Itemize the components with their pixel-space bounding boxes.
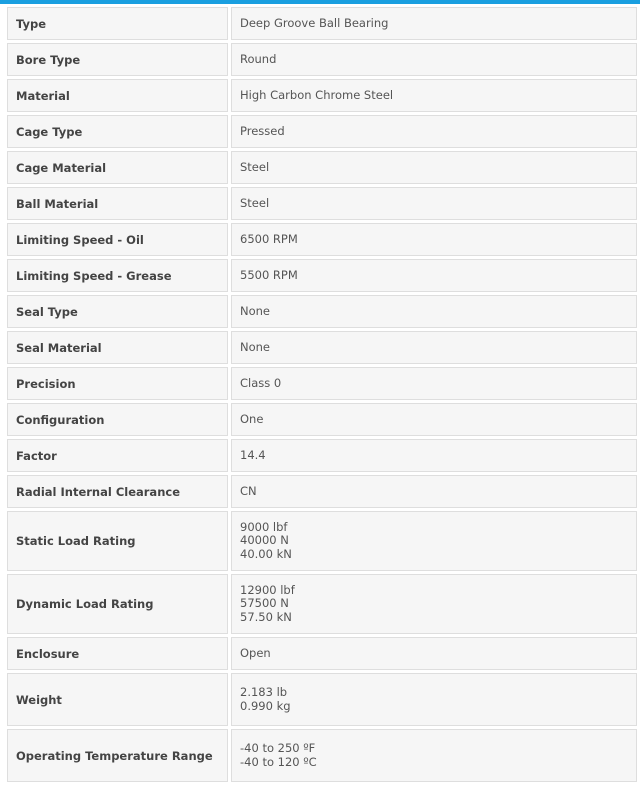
spec-row xyxy=(7,729,637,782)
spec-label: Enclosure xyxy=(7,637,228,670)
spec-value-line: -40 to 250 ºF xyxy=(240,741,316,755)
spec-value-line: 6500 RPM xyxy=(240,231,298,246)
spec-row xyxy=(7,331,637,364)
spec-row xyxy=(7,475,637,508)
spec-value-line: High Carbon Chrome Steel xyxy=(240,87,394,102)
spec-value xyxy=(231,187,637,220)
spec-value xyxy=(231,511,637,571)
spec-label: Cage Material xyxy=(7,151,228,184)
spec-label: Precision xyxy=(7,367,228,400)
spec-row xyxy=(7,574,637,634)
spec-value-line: 40000 N xyxy=(240,533,289,548)
spec-value xyxy=(231,403,637,436)
spec-value-line: None xyxy=(240,339,271,354)
specifications-table xyxy=(4,4,640,785)
spec-value xyxy=(231,259,637,292)
spec-value-line: 5500 RPM xyxy=(240,267,298,282)
spec-value-line: Steel xyxy=(240,159,270,174)
spec-label: Limiting Speed - Grease xyxy=(7,259,228,292)
spec-value-line: None xyxy=(240,303,271,318)
spec-label: Configuration xyxy=(7,403,228,436)
spec-row xyxy=(7,7,637,40)
spec-value-line: Round xyxy=(240,51,277,66)
spec-row xyxy=(7,115,637,148)
spec-value xyxy=(231,475,637,508)
spec-value-line: 40.00 kN xyxy=(240,546,292,561)
spec-value-line: -40 to 120 ºC xyxy=(240,754,317,769)
spec-value xyxy=(231,729,637,782)
spec-row xyxy=(7,259,637,292)
spec-value-line: 9000 lbf xyxy=(240,519,288,534)
spec-row xyxy=(7,43,637,76)
spec-label: Ball Material xyxy=(7,187,228,220)
spec-value-line: Steel xyxy=(240,195,270,210)
spec-value xyxy=(231,574,637,634)
spec-value xyxy=(231,223,637,256)
spec-value xyxy=(231,115,637,148)
spec-row xyxy=(7,403,637,436)
spec-label: Radial Internal Clearance xyxy=(7,475,228,508)
spec-value xyxy=(231,367,637,400)
spec-value xyxy=(231,151,637,184)
spec-value xyxy=(231,7,637,40)
spec-label: Operating Temperature Range xyxy=(7,729,228,782)
spec-value-line: 57.50 kN xyxy=(240,609,292,624)
spec-row xyxy=(7,673,637,726)
spec-value-line: Deep Groove Ball Bearing xyxy=(240,15,389,30)
spec-row xyxy=(7,295,637,328)
spec-label: Seal Type xyxy=(7,295,228,328)
spec-value xyxy=(231,79,637,112)
spec-label: Type xyxy=(7,7,228,40)
spec-label: Weight xyxy=(7,673,228,726)
spec-row xyxy=(7,439,637,472)
spec-label: Material xyxy=(7,79,228,112)
spec-value-line: Open xyxy=(240,645,271,660)
spec-row xyxy=(7,223,637,256)
spec-value-line: One xyxy=(240,411,264,426)
spec-value-line: Pressed xyxy=(240,123,285,138)
spec-row xyxy=(7,187,637,220)
spec-value-line: 57500 N xyxy=(240,596,289,611)
spec-value xyxy=(231,331,637,364)
spec-row xyxy=(7,151,637,184)
spec-label: Factor xyxy=(7,439,228,472)
spec-row xyxy=(7,511,637,571)
spec-value-line: 12900 lbf xyxy=(240,582,295,597)
spec-value-line: 2.183 lb xyxy=(240,685,288,699)
spec-value-line: Class 0 xyxy=(240,375,282,390)
spec-value xyxy=(231,637,637,670)
spec-label: Seal Material xyxy=(7,331,228,364)
spec-row xyxy=(7,79,637,112)
spec-row xyxy=(7,367,637,400)
spec-value-line: 0.990 kg xyxy=(240,698,291,713)
spec-row xyxy=(7,637,637,670)
specifications-table-body xyxy=(7,7,637,782)
spec-value-line: CN xyxy=(240,483,257,498)
spec-value-line: 14.4 xyxy=(240,447,266,462)
spec-label: Static Load Rating xyxy=(7,511,228,571)
spec-value xyxy=(231,673,637,726)
spec-label: Limiting Speed - Oil xyxy=(7,223,228,256)
spec-value xyxy=(231,295,637,328)
spec-value xyxy=(231,439,637,472)
spec-label: Bore Type xyxy=(7,43,228,76)
spec-value xyxy=(231,43,637,76)
spec-label: Dynamic Load Rating xyxy=(7,574,228,634)
spec-label: Cage Type xyxy=(7,115,228,148)
